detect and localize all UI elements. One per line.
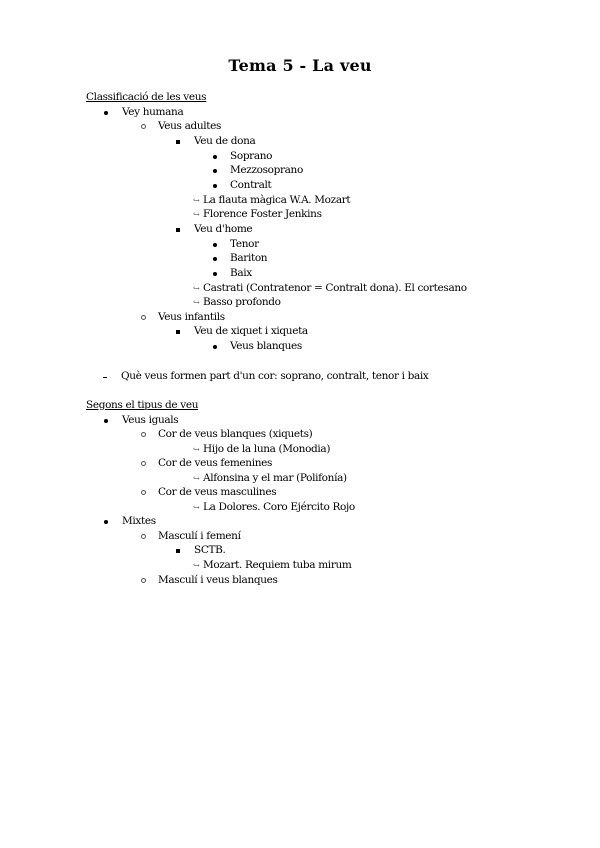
list-item-text: Castrati (Contratenor = Contralt dona). El cortesano: [203, 282, 467, 294]
list-item-text: Què veus formen part d'un cor: soprano, contralt, tenor i baix: [121, 370, 429, 382]
circle-bullet-icon: [141, 534, 146, 539]
disc-bullet-icon: [104, 111, 108, 115]
disc-bullet-icon: [213, 184, 217, 188]
arrow-icon: ↪: [193, 561, 200, 570]
list-item-text: Florence Foster Jenkins: [203, 208, 322, 220]
list-item-text: Hijo de la luna (Monodia): [203, 443, 331, 455]
list-item-text: Veu de xiquet i xiqueta: [194, 325, 308, 337]
disc-bullet-icon: [104, 419, 108, 423]
list-item-text: Mozart. Requiem tuba mirum: [203, 559, 352, 571]
disc-bullet-icon: [213, 257, 217, 261]
list-item-text: Classificació de les veus: [86, 91, 207, 103]
list-item-text: Masculí i femení: [158, 530, 241, 542]
list-item-text: Basso profondo: [203, 296, 281, 308]
list-item-text: La Dolores. Coro Ejército Rojo: [203, 501, 355, 513]
circle-bullet-icon: [141, 124, 146, 129]
list-item-text: Tenor: [230, 238, 259, 250]
circle-bullet-icon: [141, 578, 146, 583]
square-bullet-icon: [176, 140, 180, 144]
arrow-icon: ↪: [193, 210, 200, 219]
page-title: Tema 5 - La veu: [228, 56, 372, 75]
square-bullet-icon: [176, 330, 180, 334]
circle-bullet-icon: [141, 315, 146, 320]
arrow-icon: ↪: [193, 445, 200, 454]
circle-bullet-icon: [141, 461, 146, 466]
list-item-text: Veus blanques: [230, 340, 302, 352]
list-item-text: La flauta màgica W.A. Mozart: [203, 194, 351, 206]
list-item-text: Alfonsina y el mar (Polifonía): [203, 472, 347, 484]
list-item-text: Cor de veus femenines: [158, 457, 273, 469]
arrow-icon: ↪: [193, 298, 200, 307]
list-item-text: SCTB.: [194, 544, 226, 556]
list-item-text: Baix: [230, 267, 252, 279]
list-item-text: Veus infantils: [158, 311, 225, 323]
list-item-text: Masculí i veus blanques: [158, 574, 278, 586]
list-item-text: Contralt: [230, 179, 272, 191]
disc-bullet-icon: [213, 345, 217, 349]
disc-bullet-icon: [213, 169, 217, 173]
arrow-icon: ↪: [193, 474, 200, 483]
list-item-text: Cor de veus masculines: [158, 486, 277, 498]
list-item-text: Veus adultes: [158, 120, 222, 132]
square-bullet-icon: [176, 228, 180, 232]
list-item-text: Veu de dona: [194, 135, 256, 147]
arrow-icon: ↪: [193, 503, 200, 512]
list-item-text: Vey humana: [122, 106, 184, 118]
dash-bullet-icon: [103, 377, 107, 378]
list-item-text: Mezzosoprano: [230, 164, 303, 176]
list-item-text: Segons el tipus de veu: [86, 399, 199, 411]
disc-bullet-icon: [213, 155, 217, 159]
list-item-text: Soprano: [230, 150, 273, 162]
square-bullet-icon: [176, 549, 180, 553]
disc-bullet-icon: [104, 520, 108, 524]
circle-bullet-icon: [141, 432, 146, 437]
list-item-text: Veus iguals: [122, 414, 179, 426]
circle-bullet-icon: [141, 490, 146, 495]
arrow-icon: ↪: [193, 284, 200, 293]
list-item-text: Cor de veus blanques (xiquets): [158, 428, 313, 440]
list-item-text: Mixtes: [122, 515, 156, 527]
disc-bullet-icon: [213, 272, 217, 276]
list-item-text: Veu d'home: [194, 223, 253, 235]
arrow-icon: ↪: [193, 196, 200, 205]
disc-bullet-icon: [213, 243, 217, 247]
list-item-text: Bariton: [230, 252, 268, 264]
